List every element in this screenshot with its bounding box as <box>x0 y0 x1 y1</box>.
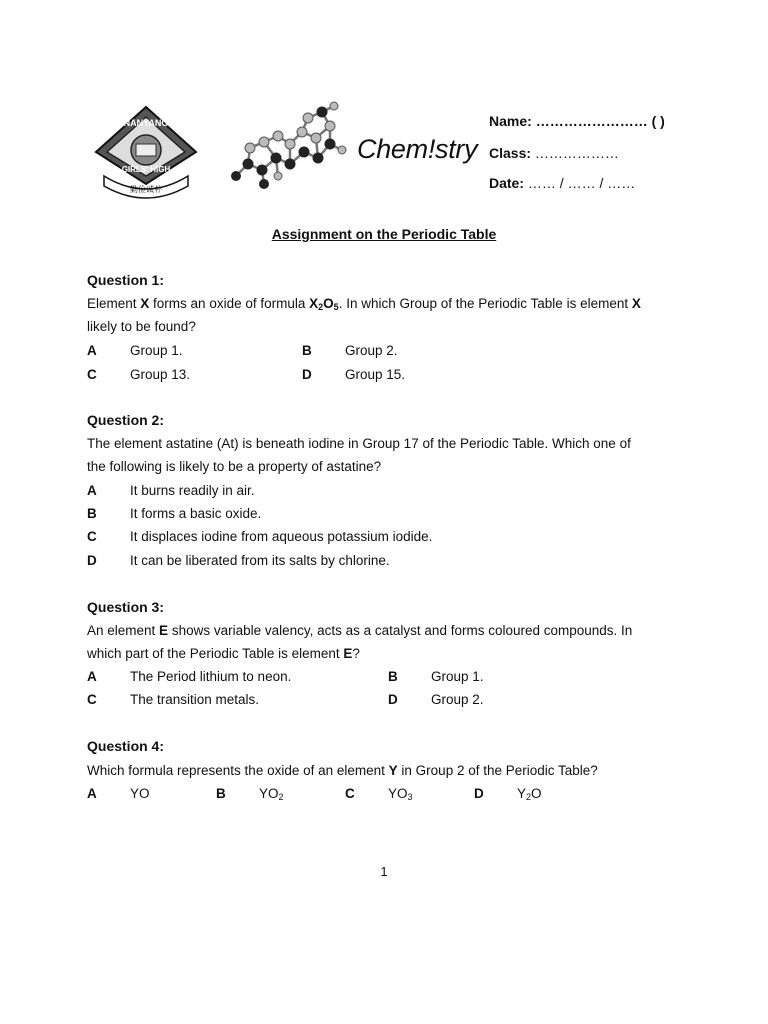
q3-option-b-letter: B <box>388 669 398 684</box>
question-3-text-line-2: which part of the Periodic Table is element E? <box>87 646 360 661</box>
question-1-heading: Question 1: <box>87 272 165 288</box>
date-blank: …… / …… / …… <box>527 175 636 191</box>
q4-option-c-letter: C <box>345 786 355 801</box>
q3-option-d-text: Group 2. <box>431 692 484 707</box>
school-logo <box>92 104 200 200</box>
q2-option-d-text: It can be liberated from its salts by chlorine. <box>130 553 390 568</box>
subject-title: Chem!stry <box>357 134 478 164</box>
q2-option-c-text: It displaces iodine from aqueous potassium iodide. <box>130 529 433 544</box>
class-label: Class: <box>489 145 532 161</box>
question-1-text-line-1: Element X forms an oxide of formula $X_2O_5$. In which Group of the Periodic Table is element X <box>87 296 641 312</box>
q1-option-b-letter: B <box>302 343 312 358</box>
q2-option-a-letter: A <box>87 483 97 498</box>
assignment-title: Assignment on the Periodic Table <box>271 226 497 242</box>
q3-option-c-letter: C <box>87 692 97 707</box>
question-1-text-line-2: likely to be found? <box>87 319 196 334</box>
q1-option-d-text: Group 15. <box>345 367 406 382</box>
q1-option-c-letter: C <box>87 367 97 382</box>
molecule-illustration <box>222 100 362 192</box>
q1-option-d-letter: D <box>302 367 312 382</box>
q2-option-b-letter: B <box>87 506 97 521</box>
q3-option-b-text: Group 1. <box>431 669 484 684</box>
name-blank: …………………… ( ) <box>535 113 665 129</box>
q4-option-b-letter: B <box>216 786 226 801</box>
q1-option-a-text: Group 1. <box>130 343 183 358</box>
q2-option-c-letter: C <box>87 529 97 544</box>
question-4-text: Which formula represents the oxide of an element Y in Group 2 of the Periodic Table? <box>87 763 598 778</box>
q3-option-a-text: The Period lithium to neon. <box>130 669 292 684</box>
q4-option-a-text: YO <box>130 786 150 801</box>
name-label: Name: <box>489 113 532 129</box>
q1-option-b-text: Group 2. <box>345 343 398 358</box>
q3-option-a-letter: A <box>87 669 97 684</box>
name-field <box>489 113 665 129</box>
class-blank: ……………… <box>534 145 619 161</box>
question-3-text-line-1: An element E shows variable valency, acts as a catalyst and forms coloured compounds. In <box>87 623 633 638</box>
logo-top-text: NANYANG <box>123 118 169 128</box>
question-2-heading: Question 2: <box>87 412 165 428</box>
date-label: Date: <box>489 175 525 191</box>
question-3-heading: Question 3: <box>87 599 165 615</box>
q4-option-d-letter: D <box>474 786 484 801</box>
q2-option-b-text: It forms a basic oxide. <box>130 506 262 521</box>
q3-option-d-letter: D <box>388 692 398 707</box>
q4-option-c-text: $YO_3$ <box>388 786 413 802</box>
question-2-text-line-2: the following is likely to be a property of astatine? <box>87 459 382 474</box>
q1-option-c-text: Group 13. <box>130 367 191 382</box>
class-field <box>489 145 619 161</box>
q2-option-a-text: It burns readily in air. <box>130 483 255 498</box>
page-number: 1 <box>380 864 388 879</box>
question-2-text-line-1: The element astatine (At) is beneath iodine in Group 17 of the Periodic Table. Which one of <box>87 436 631 451</box>
logo-bottom-text: GIRLS' HIGH <box>121 165 171 174</box>
q4-option-a-letter: A <box>87 786 97 801</box>
q2-option-d-letter: D <box>87 553 97 568</box>
date-field <box>489 175 635 191</box>
q4-option-d-text: $Y_2O$ <box>517 786 542 802</box>
q4-option-b-text: $YO_2$ <box>259 786 284 802</box>
logo-motto: 勤俭诚朴 <box>130 185 162 194</box>
q3-option-c-text: The transition metals. <box>130 692 260 707</box>
question-4-heading: Question 4: <box>87 738 165 754</box>
q1-option-a-letter: A <box>87 343 97 358</box>
